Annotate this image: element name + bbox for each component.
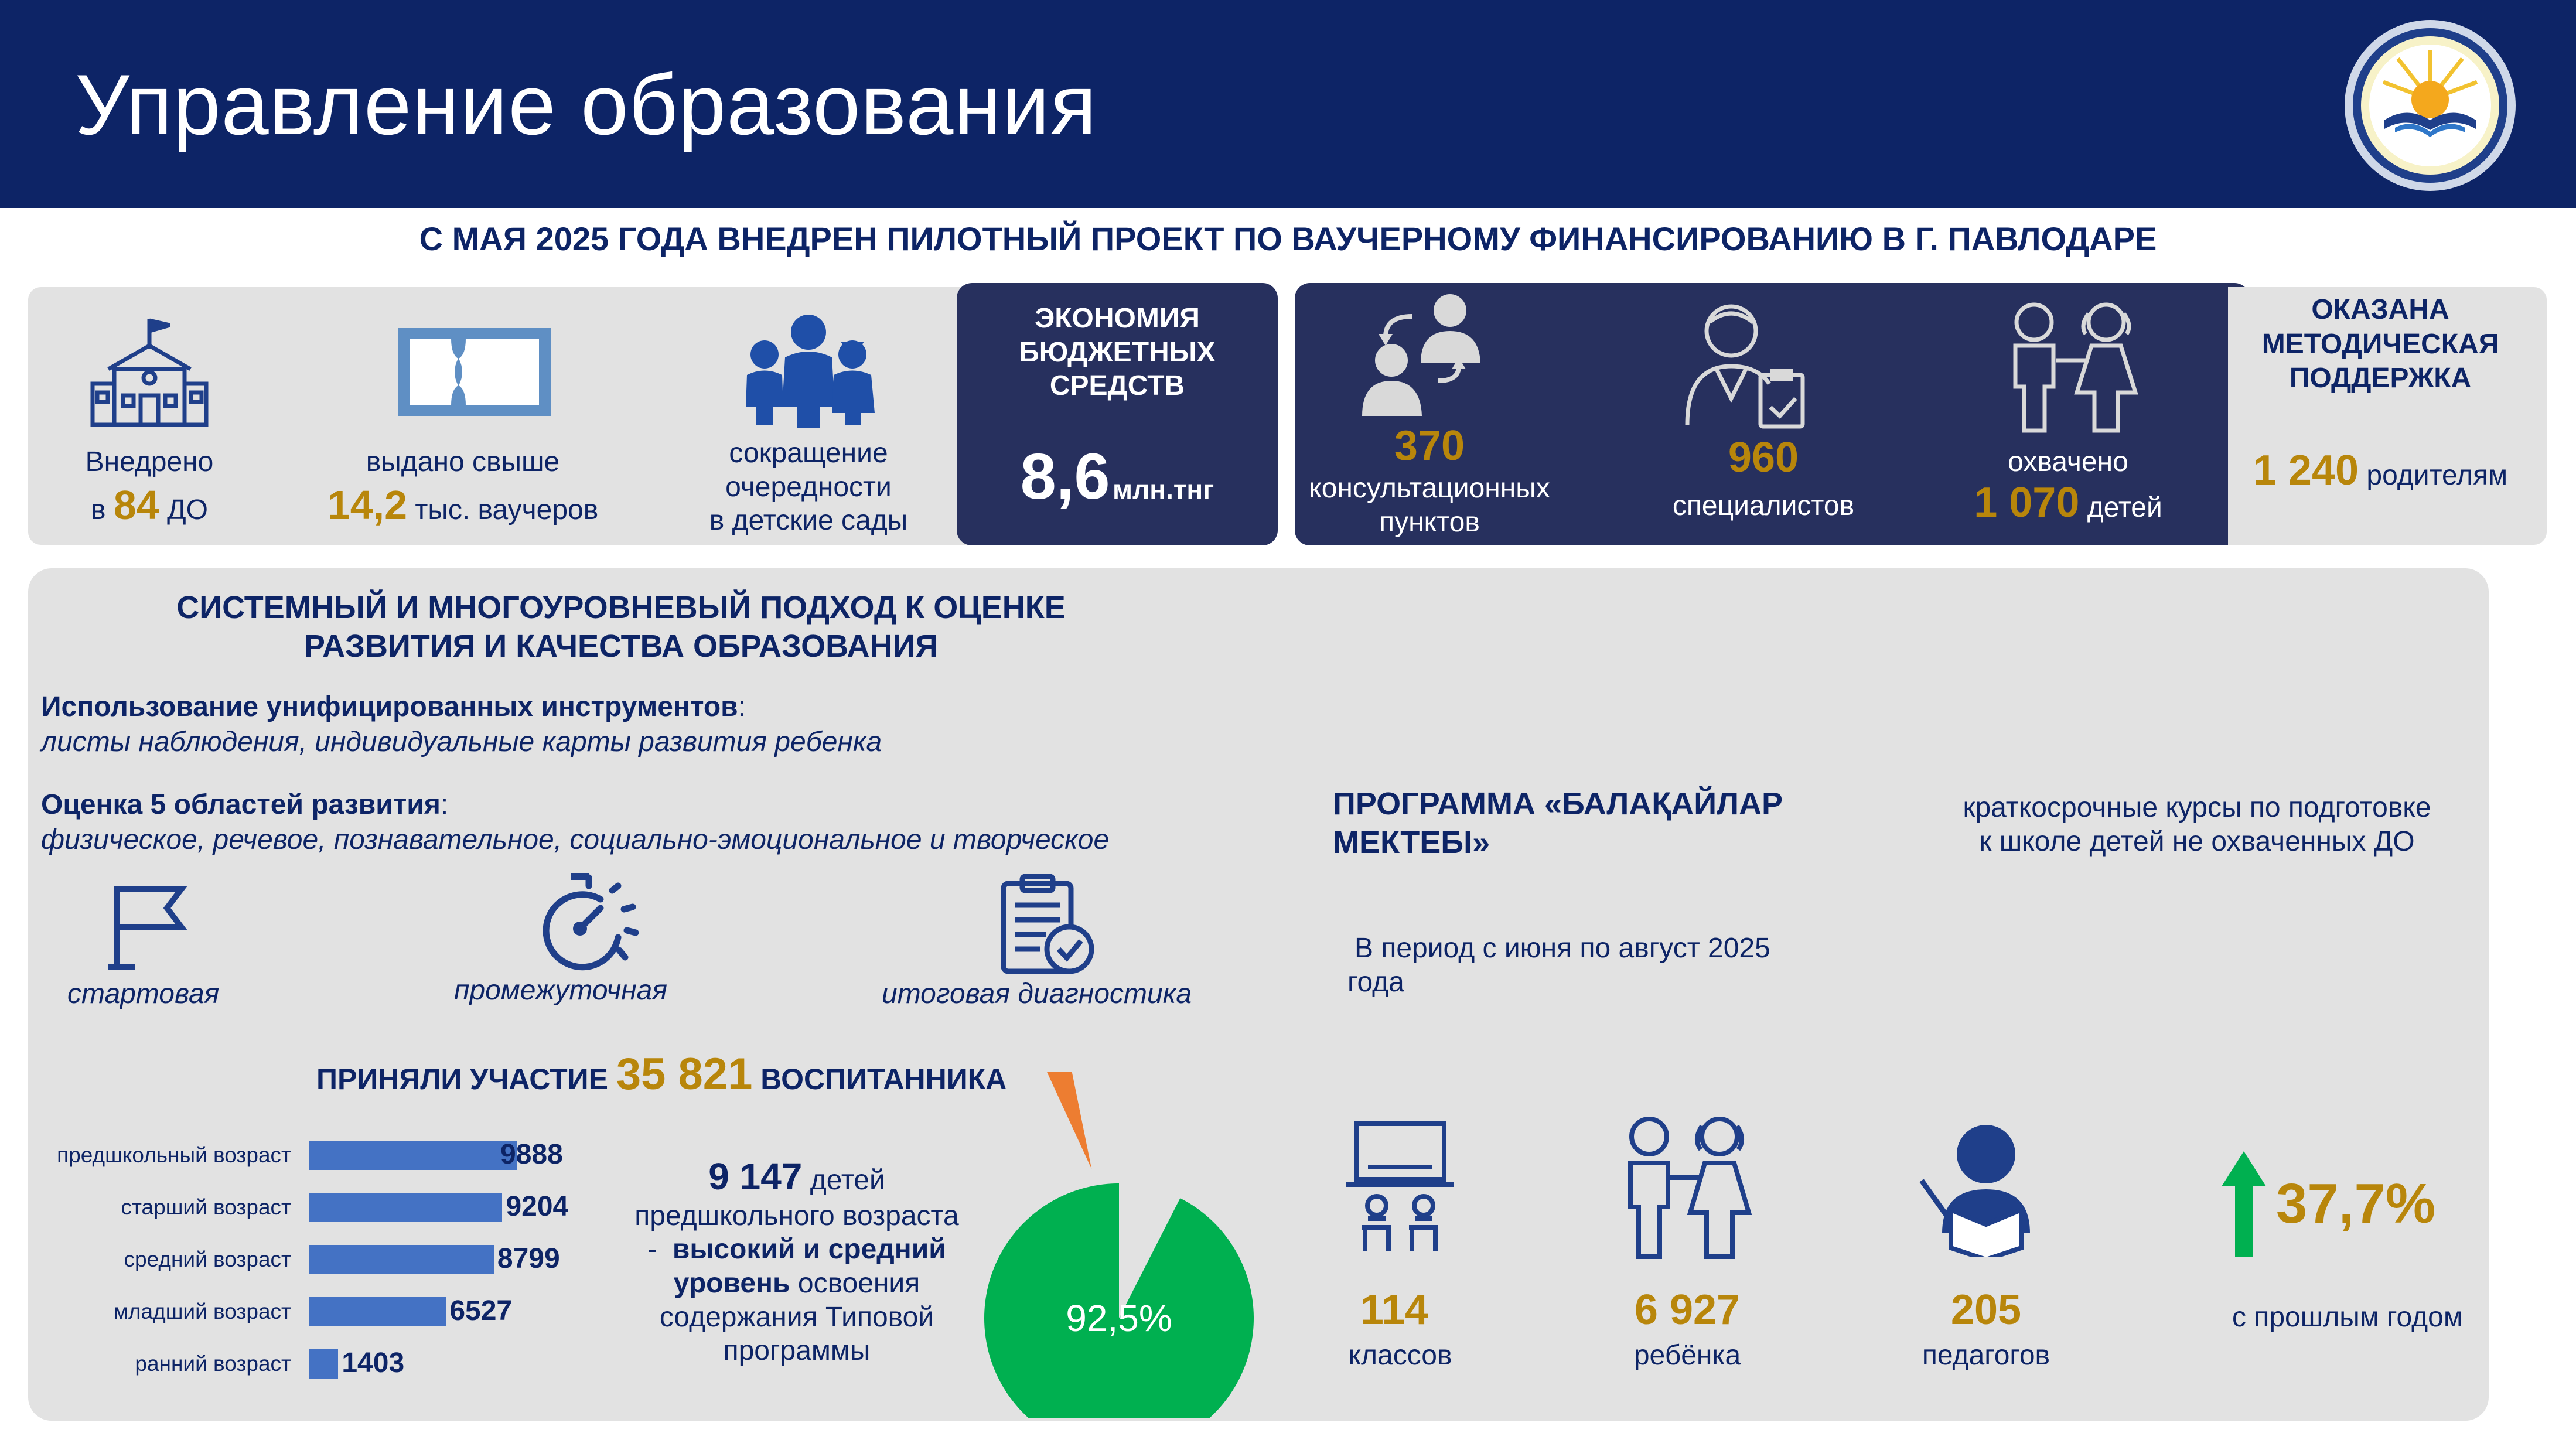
program-title xyxy=(1333,785,1783,862)
section-subtitle: С МАЯ 2025 ГОДА ВНЕДРЕН ПИЛОТНЫЙ ПРОЕКТ ПО ВАУЧЕРНОМУ ФИНАНСИРОВАНИЮ В Г. ПАВЛОДАРЕ xyxy=(419,220,2157,257)
teachers-label: педагогов xyxy=(1922,1340,2050,1371)
specialists-value: 960 xyxy=(1728,434,1799,481)
bar-value: 8799 xyxy=(497,1243,560,1274)
specialists-label: специалистов xyxy=(1672,490,1855,521)
bar-label: предшкольный возраст xyxy=(57,1143,291,1167)
vouchers-value: 14,2 xyxy=(327,482,408,528)
diagnostic-clipboard-icon xyxy=(999,873,1098,975)
program-desc-1: краткосрочные курсы по подготовке xyxy=(1963,792,2431,823)
introduced-prefix: в xyxy=(91,494,106,526)
method-title-3: ПОДДЕРЖКА xyxy=(2289,363,2472,394)
participants-prefix: ПРИНЯЛИ УЧАСТИЕ xyxy=(316,1063,608,1096)
introduced-stat xyxy=(59,480,240,530)
summary-line-4b: освоения xyxy=(797,1267,920,1299)
tools-text: листы наблюдения, индивидуальные карты развития ребенка xyxy=(41,726,882,758)
program-desc-2: к школе детей не охваченных ДО xyxy=(1979,825,2415,857)
children-value: 1 070 xyxy=(1974,479,2080,526)
pie-slice-small xyxy=(1035,1072,1091,1169)
summary-line-5: содержания Типовой xyxy=(659,1301,934,1333)
growth-value: 37,7% xyxy=(2276,1172,2436,1235)
tools-heading: Использование унифицированных инструментов: xyxy=(41,691,746,722)
program-title-1: ПРОГРАММА «БАЛАҚАЙЛАР xyxy=(1333,786,1783,821)
savings-stat xyxy=(957,439,1278,514)
consult-label xyxy=(1289,472,1570,539)
classes-value: 114 xyxy=(1360,1287,1429,1333)
voucher-icon xyxy=(393,322,557,422)
bar xyxy=(309,1193,502,1222)
bar xyxy=(309,1141,517,1170)
savings-title-3: СРЕДСТВ xyxy=(1049,370,1185,402)
program-desc xyxy=(1910,791,2484,858)
growth-arrow-icon xyxy=(2220,1151,2267,1257)
queue-line-2: очередности xyxy=(725,471,892,503)
bar-value: 1403 xyxy=(342,1347,405,1379)
participants-line xyxy=(316,1049,1006,1100)
bar-value: 6527 xyxy=(449,1295,513,1326)
assessment-title-2: РАЗВИТИЯ И КАЧЕСТВА ОБРАЗОВАНИЯ xyxy=(303,628,939,664)
pie-label: 92,5% xyxy=(1066,1297,1172,1339)
queue-text xyxy=(674,436,943,538)
areas-heading: Оценка 5 областей развития: xyxy=(41,789,449,820)
savings-value: 8,6 xyxy=(1020,441,1110,513)
summary-value: 9 147 xyxy=(708,1155,803,1197)
kids-icon xyxy=(1614,1113,1755,1260)
assessment-title-1: СИСТЕМНЫЙ И МНОГОУРОВНЕВЫЙ ПОДХОД К ОЦЕНКЕ xyxy=(176,590,1066,625)
vouchers-label: выдано свыше xyxy=(366,446,560,477)
consult-line-2: пунктов xyxy=(1379,506,1480,538)
savings-title-1: ЭКОНОМИЯ xyxy=(1035,303,1200,334)
introduced-label: Внедрено xyxy=(85,446,214,477)
school-icon xyxy=(88,313,211,431)
summary-line-3: высокий и средний xyxy=(672,1234,946,1265)
stage-mid: промежуточная xyxy=(454,975,668,1006)
assessment-title xyxy=(88,589,1154,666)
areas-heading-text: Оценка 5 областей развития xyxy=(41,789,441,820)
mastery-pie-chart xyxy=(973,1072,1265,1418)
stopwatch-icon xyxy=(530,873,642,973)
tools-heading-text: Использование унифицированных инструментов xyxy=(41,691,738,722)
participants-value: 35 821 xyxy=(616,1049,753,1099)
bar-label: средний возраст xyxy=(124,1247,291,1271)
program-period xyxy=(1347,932,1770,999)
method-suffix: родителям xyxy=(2366,460,2508,491)
introduced-value: 84 xyxy=(113,482,159,528)
bar xyxy=(309,1297,446,1326)
program-period-2: года xyxy=(1347,966,1404,998)
bar xyxy=(309,1245,494,1274)
participants-suffix: ВОСПИТАННИКА xyxy=(760,1063,1007,1096)
areas-text: физическое, речевое, познавательное, социально-эмоциональное и творческое xyxy=(41,824,1110,855)
family-icon xyxy=(741,313,876,428)
bar-label: старший возраст xyxy=(121,1195,291,1219)
children-label: охвачено xyxy=(2008,446,2128,477)
summary-line-2: предшкольного возраста xyxy=(634,1200,959,1231)
queue-line-3: в детские сады xyxy=(709,505,908,537)
summary-line-6: программы xyxy=(723,1335,871,1367)
kids-value: 6 927 xyxy=(1634,1287,1741,1333)
consultation-icon xyxy=(1350,293,1491,422)
page-title: Управление образования xyxy=(75,57,1097,152)
savings-title xyxy=(957,302,1278,403)
flag-icon xyxy=(108,882,190,970)
classroom-icon xyxy=(1342,1119,1459,1254)
stage-final: итоговая диагностика xyxy=(882,978,1192,1009)
kids-label: ребёнка xyxy=(1633,1340,1741,1371)
savings-unit: млн.тнг xyxy=(1113,474,1214,504)
program-period-1: В период с июня по август 2025 xyxy=(1354,933,1770,964)
consult-value: 370 xyxy=(1394,422,1465,469)
queue-line-1: сокращение xyxy=(729,438,888,469)
consult-line-1: консультационных xyxy=(1309,473,1550,504)
growth-label: с прошлым годом xyxy=(2232,1302,2463,1333)
savings-title-2: БЮДЖЕТНЫХ xyxy=(1019,336,1216,368)
method-stat xyxy=(2228,445,2533,496)
children-suffix: детей xyxy=(2087,492,2162,523)
bar-label: ранний возраст xyxy=(135,1352,291,1376)
children-icon xyxy=(1998,299,2144,434)
vouchers-stat xyxy=(305,480,621,530)
method-title-2: МЕТОДИЧЕСКАЯ xyxy=(2261,328,2499,360)
method-title xyxy=(2228,293,2533,396)
summary-text: 9 147 детей предшкольного возраста - высокий и средний уровень освоения содержания Типовой программы xyxy=(621,1154,973,1368)
summary-word: детей xyxy=(810,1165,885,1196)
summary-line-4: уровень xyxy=(673,1267,790,1299)
children-stat xyxy=(1939,477,2197,528)
method-value: 1 240 xyxy=(2253,447,2359,494)
bar-value: 9888 xyxy=(500,1139,563,1170)
classes-label: классов xyxy=(1348,1340,1452,1371)
bar-value: 9204 xyxy=(506,1191,569,1222)
program-title-2: МЕКТЕБІ» xyxy=(1333,824,1490,860)
bar-label: младший возраст xyxy=(113,1299,291,1323)
teacher-icon xyxy=(1916,1122,2056,1257)
method-title-1: ОКАЗАНА xyxy=(2311,294,2449,325)
introduced-suffix: ДО xyxy=(167,494,208,526)
specialist-icon xyxy=(1681,296,1810,431)
stage-start: стартовая xyxy=(67,978,220,1009)
bar xyxy=(309,1349,338,1379)
vouchers-suffix: тыс. ваучеров xyxy=(415,494,599,526)
teachers-value: 205 xyxy=(1950,1287,2022,1333)
emblem-logo xyxy=(2342,18,2518,193)
